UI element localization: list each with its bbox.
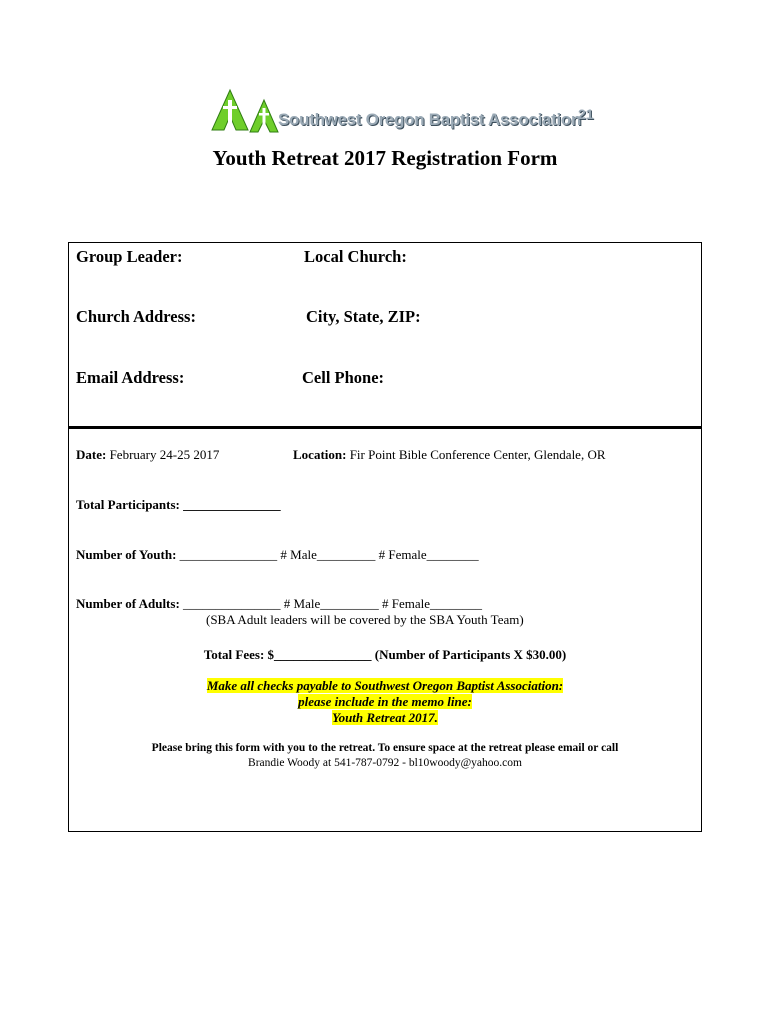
cross-arrow-icon [210,88,280,134]
page-title: Youth Retreat 2017 Registration Form [212,146,558,170]
checks-line-3-wrap [69,710,701,726]
contact-line: Brandie Woody at 541-787-0792 - bl10woody@yahoo.com [248,757,522,769]
adults-note: (SBA Adult leaders will be covered by the SBA Youth Team) [206,612,524,627]
checks-line-1-wrap [69,678,701,694]
total-fees-line: Total Fees: $_______________ (Number of Participants X $30.00) [203,647,567,662]
date-line [76,447,219,463]
cell-phone-label: Cell Phone: [302,368,385,387]
checks-line-2-wrap [69,694,701,710]
registration-box [68,242,702,832]
bring-form-line: Please bring this form with you to the retreat. To ensure space at the retreat please email or call [151,742,619,754]
local-church-label: Local Church: [304,247,407,266]
logo-number: 21 [578,106,594,122]
association-logo [210,88,610,134]
location-label: Location: [293,447,347,462]
checks-line-3: Youth Retreat 2017. [332,710,438,725]
org-name: Southwest Oregon Baptist Association [278,110,582,129]
total-participants-blank: _______________ [183,497,281,512]
church-address-label: Church Address: [76,307,196,326]
date-value: February 24-25 2017 [109,447,220,462]
section-divider [69,426,701,429]
location-value: Fir Point Bible Conference Center, Glendale, OR [349,447,606,462]
youth-line [76,547,479,563]
checks-line-2: please include in the memo line: [298,694,472,709]
location-line [293,447,606,463]
date-label: Date: [76,447,107,462]
adults-line [76,596,482,612]
youth-blanks: _______________ # Male_________ # Female________ [179,547,479,562]
youth-label: Number of Youth: [76,547,177,562]
adults-blanks: _______________ # Male_________ # Female________ [183,596,483,611]
email-address-label: Email Address: [76,368,185,387]
adults-label: Number of Adults: [76,596,180,611]
total-participants-label: Total Participants: [76,497,180,512]
total-participants-line [76,497,281,513]
city-state-zip-label: City, State, ZIP: [306,307,421,326]
checks-line-1: Make all checks payable to Southwest Oregon Baptist Association: [206,678,564,693]
group-leader-label: Group Leader: [76,247,183,266]
